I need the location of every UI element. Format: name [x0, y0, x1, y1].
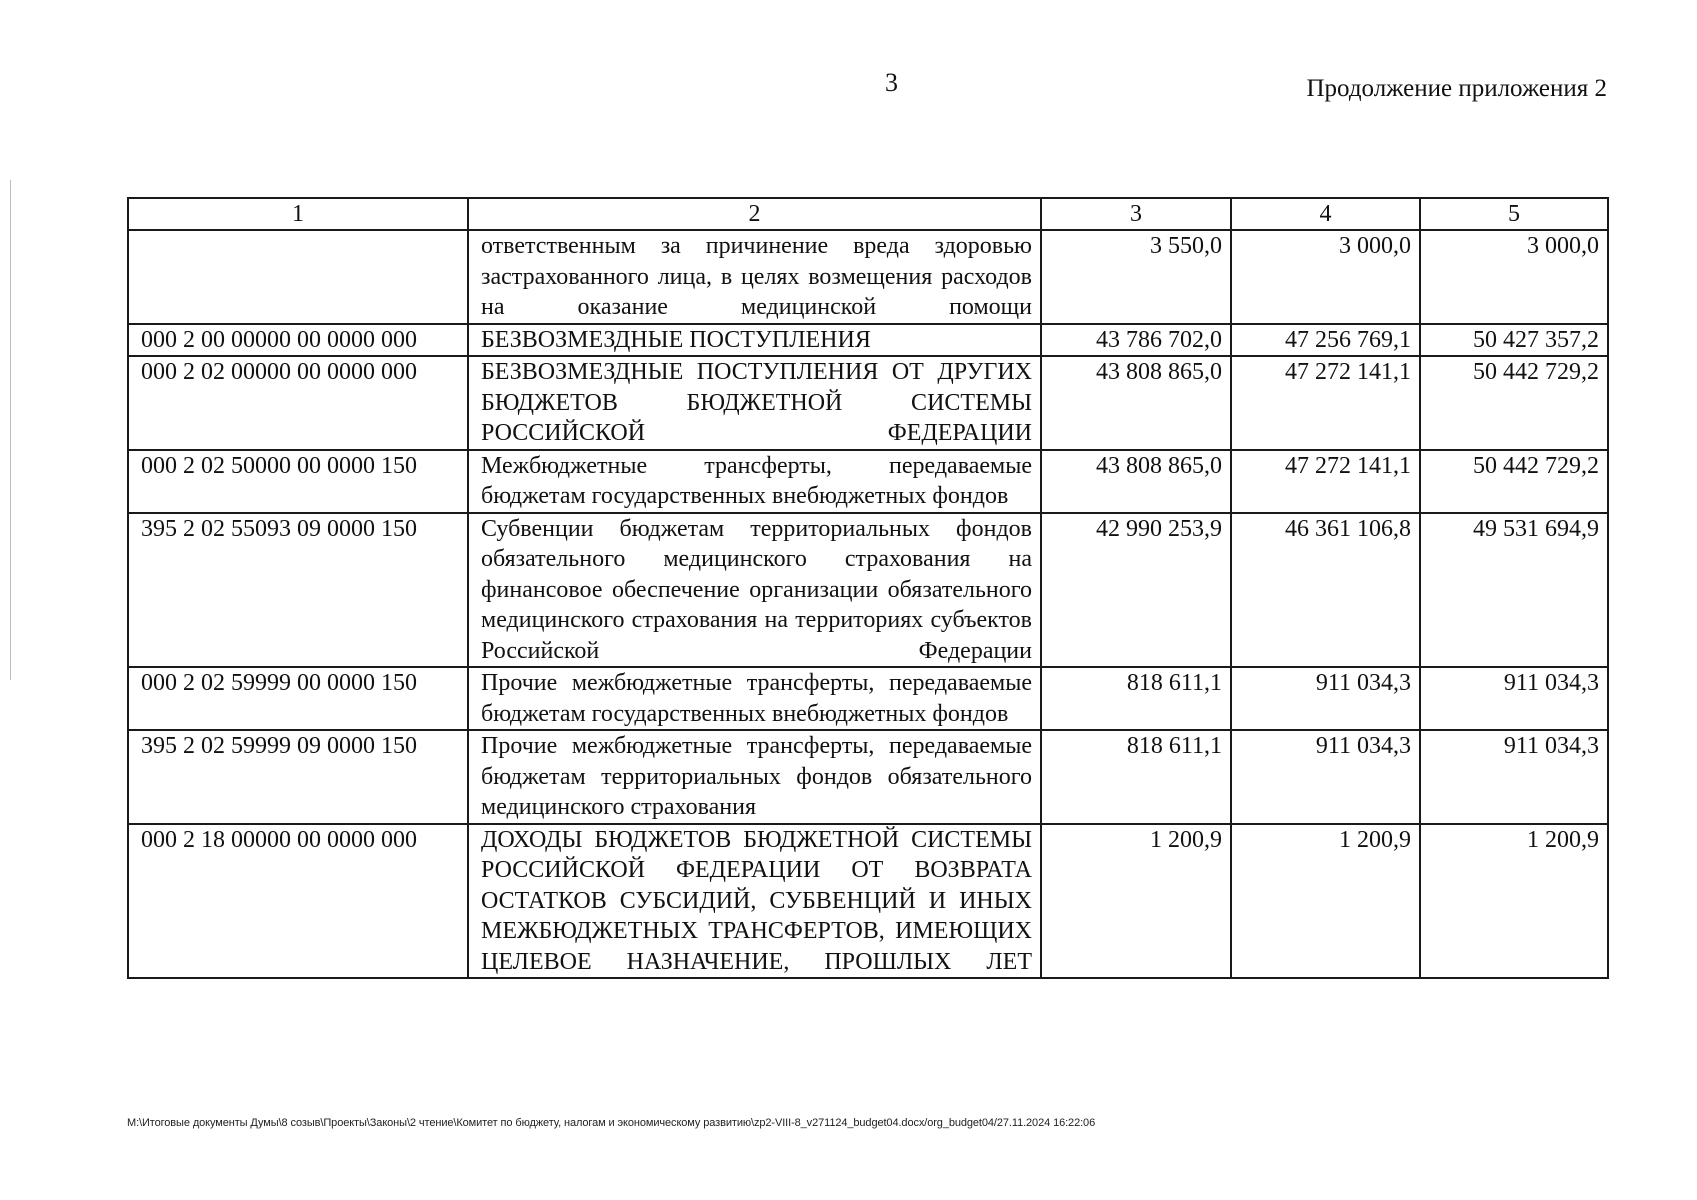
row-value-col3: 3 550,0 — [1041, 230, 1231, 324]
row-value-col4: 911 034,3 — [1231, 667, 1420, 730]
table-row — [128, 450, 1608, 513]
row-value-col4: 46 361 106,8 — [1231, 513, 1420, 668]
page-number: 3 — [885, 68, 898, 97]
row-value-col5: 1 200,9 — [1420, 824, 1608, 979]
column-header-3: 3 — [1041, 198, 1231, 230]
continuation-label: Продолжение приложения 2 — [1306, 75, 1607, 102]
row-description: БЕЗВОЗМЕЗДНЫЕ ПОСТУПЛЕНИЯ — [468, 324, 1041, 357]
row-code: 000 2 02 59999 00 0000 150 — [128, 667, 468, 730]
row-value-col4: 1 200,9 — [1231, 824, 1420, 979]
row-description: ответственным за причинение вреда здоровью застрахованного лица, в целях возмещения расходов на оказание медицинской помощи — [468, 230, 1041, 324]
row-description: Субвенции бюджетам территориальных фондов обязательного медицинского страхования на финансовое обеспечение организации обязательного медицинского страхования на территориях субъектов Российской Федерации — [468, 513, 1041, 668]
column-header-1: 1 — [128, 198, 468, 230]
row-code: 000 2 18 00000 00 0000 000 — [128, 824, 468, 979]
row-value-col5: 911 034,3 — [1420, 730, 1608, 824]
row-code: 395 2 02 55093 09 0000 150 — [128, 513, 468, 668]
table-row — [128, 324, 1608, 357]
row-description: Межбюджетные трансферты, передаваемые бюджетам государственных внебюджетных фондов — [468, 450, 1041, 513]
column-header-4: 4 — [1231, 198, 1420, 230]
row-value-col4: 47 272 141,1 — [1231, 356, 1420, 450]
row-value-col4: 911 034,3 — [1231, 730, 1420, 824]
row-value-col3: 818 611,1 — [1041, 730, 1231, 824]
column-header-5: 5 — [1420, 198, 1608, 230]
table-row — [128, 356, 1608, 450]
row-value-col4: 47 256 769,1 — [1231, 324, 1420, 357]
row-description: БЕЗВОЗМЕЗДНЫЕ ПОСТУПЛЕНИЯ ОТ ДРУГИХ БЮДЖЕТОВ БЮДЖЕТНОЙ СИСТЕМЫ РОССИЙСКОЙ ФЕДЕРАЦИИ — [468, 356, 1041, 450]
row-code: 000 2 02 50000 00 0000 150 — [128, 450, 468, 513]
row-value-col5: 3 000,0 — [1420, 230, 1608, 324]
row-value-col3: 43 808 865,0 — [1041, 356, 1231, 450]
row-code: 395 2 02 59999 09 0000 150 — [128, 730, 468, 824]
row-code: 000 2 02 00000 00 0000 000 — [128, 356, 468, 450]
row-value-col5: 50 442 729,2 — [1420, 356, 1608, 450]
row-description: Прочие межбюджетные трансферты, передаваемые бюджетам территориальных фондов обязательного медицинского страхования — [468, 730, 1041, 824]
table-row — [128, 513, 1608, 668]
scan-edge-line — [10, 180, 11, 680]
table-header — [128, 198, 1608, 230]
table-row — [128, 667, 1608, 730]
row-value-col3: 818 611,1 — [1041, 667, 1231, 730]
row-value-col4: 47 272 141,1 — [1231, 450, 1420, 513]
row-description: Прочие межбюджетные трансферты, передаваемые бюджетам государственных внебюджетных фондов — [468, 667, 1041, 730]
row-value-col3: 42 990 253,9 — [1041, 513, 1231, 668]
table-row — [128, 230, 1608, 324]
column-header-2: 2 — [468, 198, 1041, 230]
table-row — [128, 730, 1608, 824]
table-row — [128, 824, 1608, 979]
row-code — [128, 230, 468, 324]
row-value-col5: 50 442 729,2 — [1420, 450, 1608, 513]
footer-file-path: M:\Итоговые документы Думы\8 созыв\Проекты\Законы\2 чтение\Комитет по бюджету, налогам и экономическому развитию\zp2-VIII-8_v271124_budget04.docx/org_budget04/27.11.2024 16:22:06 — [127, 1117, 1096, 1129]
row-value-col3: 1 200,9 — [1041, 824, 1231, 979]
row-value-col3: 43 786 702,0 — [1041, 324, 1231, 357]
table-header-row — [128, 198, 1608, 230]
row-value-col3: 43 808 865,0 — [1041, 450, 1231, 513]
row-value-col5: 49 531 694,9 — [1420, 513, 1608, 668]
row-value-col5: 911 034,3 — [1420, 667, 1608, 730]
table-body — [128, 230, 1608, 978]
row-description: ДОХОДЫ БЮДЖЕТОВ БЮДЖЕТНОЙ СИСТЕМЫ РОССИЙСКОЙ ФЕДЕРАЦИИ ОТ ВОЗВРАТА ОСТАТКОВ СУБСИДИЙ, СУБВЕНЦИЙ И ИНЫХ МЕЖБЮДЖЕТНЫХ ТРАНСФЕРТОВ, ИМЕЮЩИХ ЦЕЛЕВОЕ НАЗНАЧЕНИЕ, ПРОШЛЫХ ЛЕТ — [468, 824, 1041, 979]
row-value-col4: 3 000,0 — [1231, 230, 1420, 324]
row-code: 000 2 00 00000 00 0000 000 — [128, 324, 468, 357]
budget-revenue-table — [127, 197, 1609, 979]
row-value-col5: 50 427 357,2 — [1420, 324, 1608, 357]
